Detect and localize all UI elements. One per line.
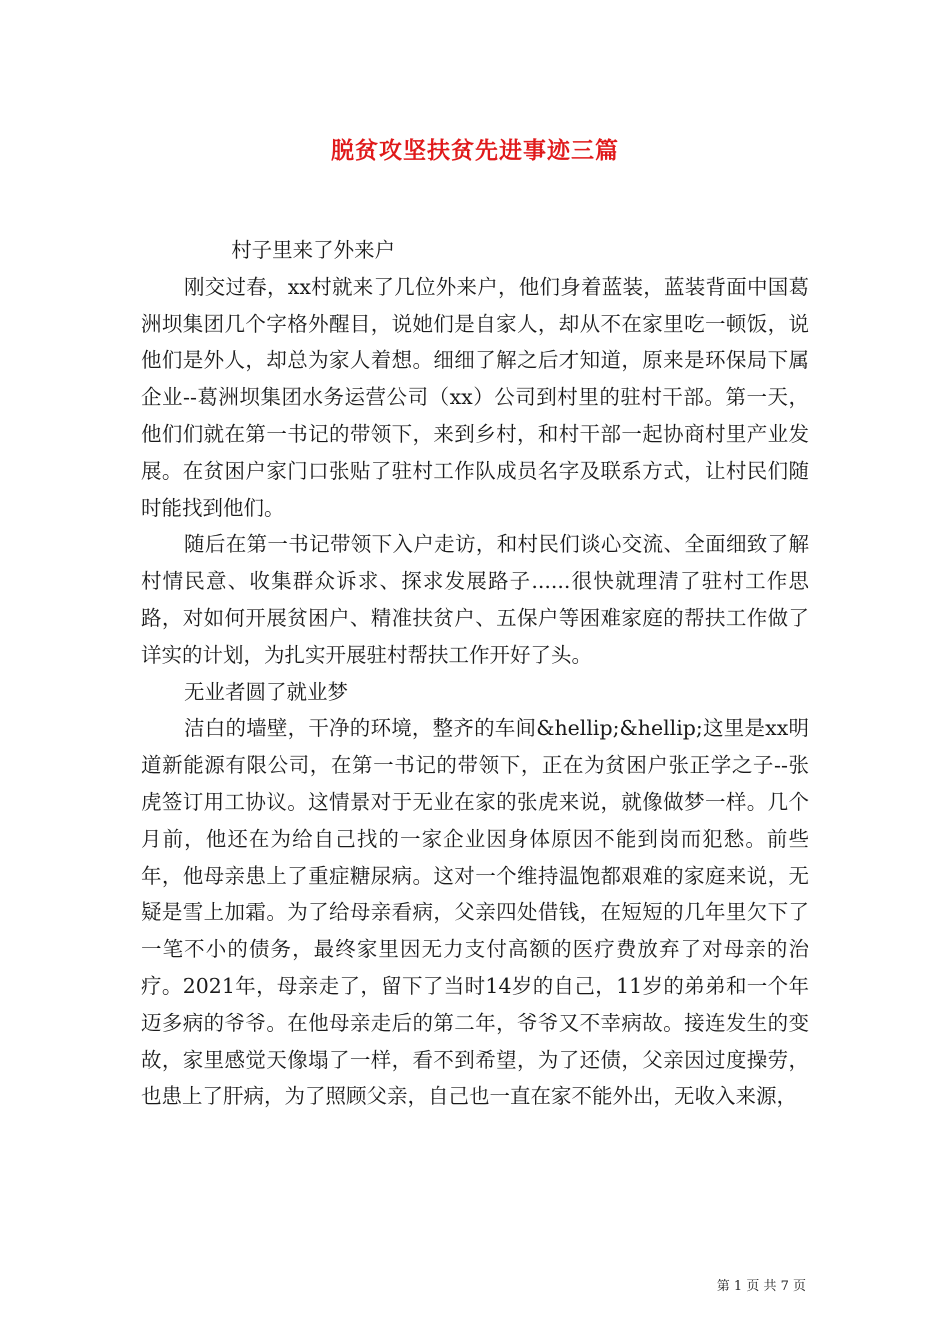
section-heading: 村子里来了外来户 — [231, 238, 396, 262]
body-paragraph: 随后在第一书记带领下入户走访，和村民们谈心交流、全面细致了解村情民意、收集群众诉求、探求发展路子......很快就理清了驻村工作思路，对如何开展贫困户、精准扶贫户、五保户等困难家庭的帮扶工作做了详实的计划，为扎实开展驻村帮扶工作开好了头。 — [141, 532, 809, 667]
body-paragraph: 洁白的墙壁，干净的环境，整齐的车间&hellip;&hellip;这里是xx明道新能源有限公司，在第一书记的带领下，正在为贫困户张正学之子--张虎签订用工协议。这情景对于无业在家的张虎来说，就像做梦一样。几个月前，他还在为给自己找的一家企业因身体原因不能到岗而犯愁。前些年，他母亲患上了重症糖尿病。这对一个维持温饱都艰难的家庭来说，无疑是雪上加霜。为了给母亲看病，父亲四处借钱，在短短的几年里欠下了一笔不小的债务，最终家里因无力支付高额的医疗费放弃了对母亲的治疗。2021年，母亲走了，留下了当时14岁的自己，11岁的弟弟和一个年迈多病的爷爷。在他母亲走后的第二年，爷爷又不幸病故。接连发生的变故，家里感觉天像塌了一样，看不到希望，为了还债，父亲因过度操劳，也患上了肝病，为了照顾父亲，自己也一直在家不能外出，无收入来源， — [141, 716, 809, 1109]
section-heading: 无业者圆了就业梦 — [184, 679, 349, 704]
page-number-footer: 第 1 页 共 7 页 — [716, 1279, 806, 1294]
document-title: 脱贫攻坚扶贫先进事迹三篇 — [331, 137, 619, 164]
body-paragraph: 刚交过春，xx村就来了几位外来户，他们身着蓝装，蓝装背面中国葛洲坝集团几个字格外醒目，说她们是自家人，却从不在家里吃一顿饭，说他们是外人，却总为家人着想。细细了解之后才知道，原来是环保局下属企业--葛洲坝集团水务运营公司（xx）公司到村里的驻村干部。第一天，他们们就在第一书记的带领下，来到乡村，和村干部一起协商村里产业发展。在贫困户家门口张贴了驻村工作队成员名字及联系方式，让村民们随时能找到他们。 — [141, 274, 809, 520]
document-body — [141, 232, 809, 1115]
